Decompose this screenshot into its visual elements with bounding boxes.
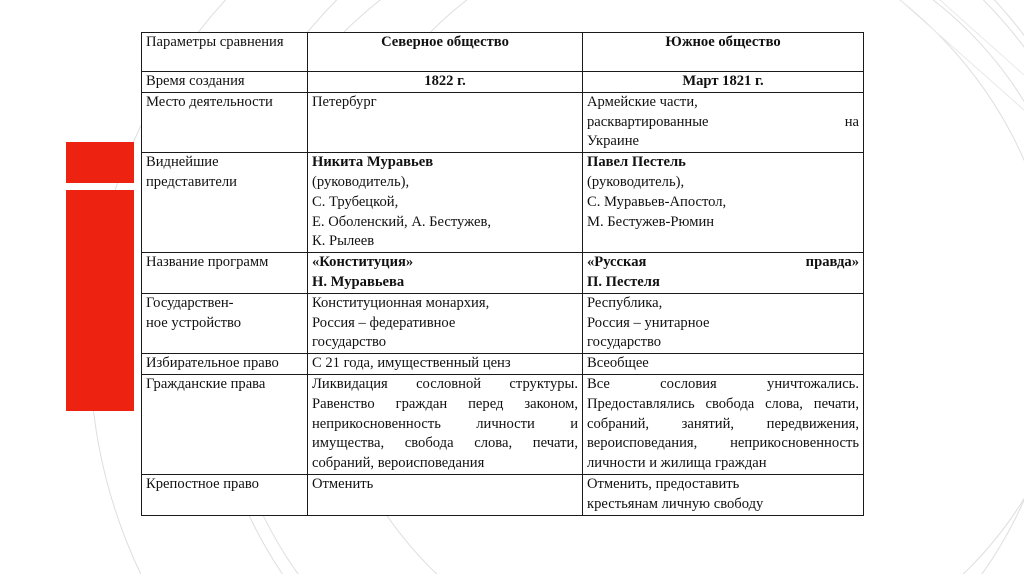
row-label-state-structure [142,293,308,353]
cell-north-state-structure [308,293,583,353]
south-member: М. Бестужев-Рюмин [587,213,715,230]
north-program-name: «Конституция» [312,254,414,271]
south-program-author: П. Пестеля [587,273,660,290]
state-label-line: ное устройство [146,314,242,331]
north-leader: Никита Муравьев [312,154,434,171]
row-label-representatives: Виднейшие представители [142,153,308,253]
south-program-word: «Русская [587,254,647,271]
cell-north-suffrage: С 21 года, имущественный ценз [308,354,583,375]
north-state-line: государство [312,334,387,351]
row-label-program: Название программ [142,253,308,294]
south-state-line: Республика, [587,294,663,311]
cell-north-serfdom: Отменить [308,474,583,515]
red-accent-top [66,142,134,183]
cell-north-civil-rights: Ликвидация сословной структуры. Равенство граждан перед законом, неприкосновенность личности и имущества, свобода слова, печати, собраний, вероисповедания [308,374,583,474]
north-state-line: Россия – федеративное [312,314,456,331]
state-label-line: Государствен- [146,294,234,311]
cell-south-place [583,92,864,152]
south-serfdom-line: крестьянам личную свободу [587,495,764,512]
north-member: К. Рылеев [312,233,375,250]
south-program-name [587,253,859,273]
row-label-civil-rights: Гражданские права [142,374,308,474]
row-label-serfdom: Крепостное право [142,474,308,515]
cell-north-time: 1822 г. [308,72,583,93]
table-row [142,92,864,152]
table-row [142,153,864,253]
table-row [142,293,864,353]
south-state-line: Россия – унитарное [587,314,710,331]
red-accent-bottom [66,190,134,411]
table-row [142,374,864,474]
table-row [142,474,864,515]
cell-north-representatives [308,153,583,253]
south-place-line3: Украине [587,133,640,150]
table-row [142,354,864,375]
header-northern-society: Северное общество [308,33,583,72]
south-place-word: на [844,113,859,130]
north-member: Е. Оболенский, А. Бестужев, [312,213,492,230]
header-southern-society: Южное общество [583,33,864,72]
south-place-word: расквартированные [587,113,709,130]
comparison-table [141,32,864,516]
south-leader-role: (руководитель), [587,173,685,190]
cell-south-program [583,253,864,294]
south-serfdom-line: Отменить, предоставить [587,475,740,492]
south-place-line2 [587,113,859,133]
south-state-line: государство [587,334,662,351]
cell-south-time: Март 1821 г. [583,72,864,93]
row-label-time: Время создания [142,72,308,93]
header-parameters: Параметры сравнения [142,33,308,72]
cell-south-civil-rights: Все сословия уничтожались. Предоставлялись свобода слова, печати, собраний, занятий, передвижения, вероисповедания, неприкосновенность личности и жилища граждан [583,374,864,474]
cell-south-suffrage: Всеобщее [583,354,864,375]
cell-south-representatives [583,153,864,253]
table-row [142,253,864,294]
north-leader-role: (руководитель), [312,173,410,190]
row-label-place: Место деятельности [142,92,308,152]
cell-south-state-structure [583,293,864,353]
north-state-line: Конституционная монархия, [312,294,490,311]
cell-north-place: Петербург [308,92,583,152]
table-header-row [142,33,864,72]
south-member: С. Муравьев-Апостол, [587,193,727,210]
row-label-suffrage: Избирательное право [142,354,308,375]
south-program-word: правда» [805,254,859,271]
cell-south-serfdom [583,474,864,515]
cell-north-program [308,253,583,294]
south-leader: Павел Пестель [587,154,686,171]
south-place-line1: Армейские части, [587,93,698,110]
north-member: С. Трубецкой, [312,193,399,210]
north-program-author: Н. Муравьева [312,273,405,290]
table-row [142,72,864,93]
